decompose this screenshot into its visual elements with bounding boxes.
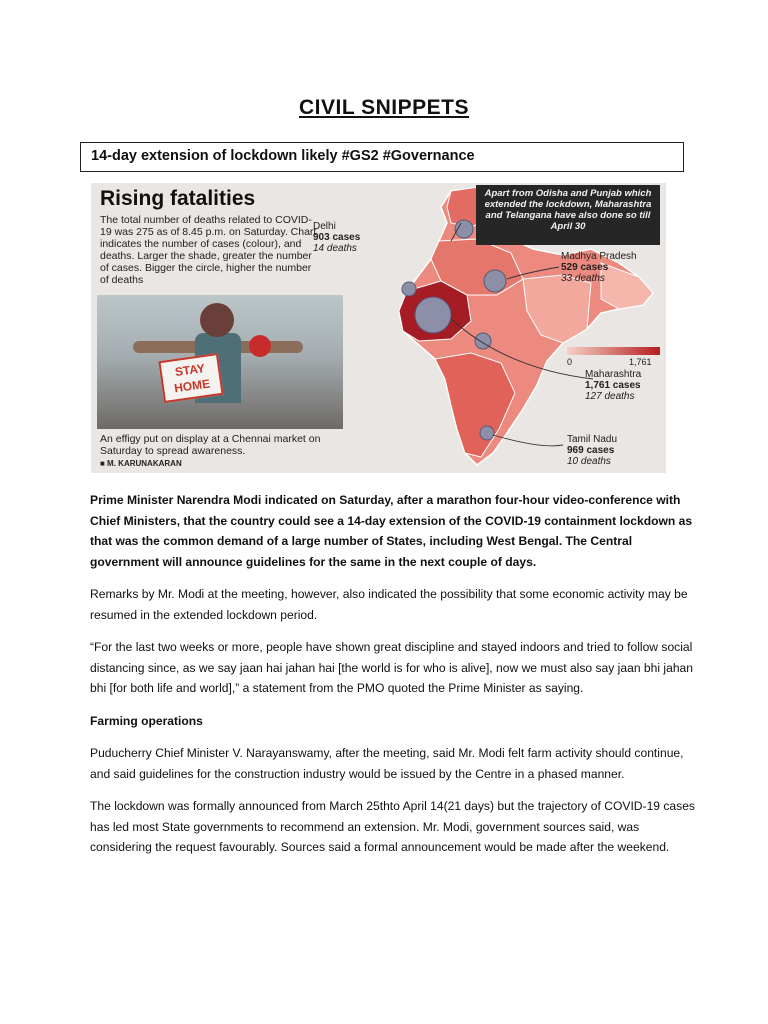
legend-max-label: 1,761 xyxy=(629,357,652,367)
stay-home-sign: STAY HOME xyxy=(158,353,223,403)
red-ball xyxy=(249,335,271,357)
subheading-farming: Farming operations xyxy=(90,713,203,728)
deaths-circle-maharashtra xyxy=(415,297,451,333)
effigy-virus-head xyxy=(200,303,234,337)
callout-box: Apart from Odisha and Punjab which extended the lockdown, Maharashtra and Telangana have also done so till April 30 xyxy=(476,185,660,245)
deaths-circle-gujarat xyxy=(402,282,416,296)
deaths-circle-mp xyxy=(484,270,506,292)
figure-description: The total number of deaths related to COVID-19 was 275 as of 8.45 p.m. on Saturday. Chart indicates the number of cases (colour), and deaths. Larger the shade, greater the number of cases. Bigger the circle, higher the number of deaths xyxy=(100,214,317,286)
figure-title: Rising fatalities xyxy=(100,187,256,210)
infographic-figure xyxy=(91,183,666,473)
photo-credit: ■ M. KARUNAKARAN xyxy=(100,459,182,468)
city-label-tamil-nadu: Tamil Nadu 969 cases 10 deaths xyxy=(567,434,618,467)
paragraph-5: The lockdown was formally announced from March 25thto April 14(21 days) but the trajectory of COVID-19 cases has led most State governments to recommend an extension. Mr. Modi, government sources said, was considering the request favourably. Sources said a formal announcement would be made after the weekend. xyxy=(90,799,695,854)
document-title: CIVIL SNIPPETS xyxy=(299,96,469,119)
legend-gradient xyxy=(567,347,660,355)
photo-caption-text: An effigy put on display at a Chennai market on Saturday to spread awareness. xyxy=(100,433,321,457)
article-heading: 14-day extension of lockdown likely #GS2 #Governance xyxy=(80,142,684,172)
legend-min-label: 0 xyxy=(567,357,573,367)
deaths-circle-tamilnadu xyxy=(480,426,494,440)
paragraph-3: “For the last two weeks or more, people have shown great discipline and stayed indoors and tried to follow social distancing since, as we say jaan hai jahan hai [the world is for who is alive], now we must also say jaan bhi jahan bhi [for both life and world],” a statement from the PMO quoted the Prime Minister as saying. xyxy=(90,640,693,695)
article-body xyxy=(90,490,700,870)
paragraph-4: Puducherry Chief Minister V. Narayanswamy, after the meeting, said Mr. Modi felt farm activity should continue, and said guidelines for the construction industry would be issued by the Centre in a phased manner. xyxy=(90,746,684,781)
region-south xyxy=(435,353,515,457)
paragraph-1: Prime Minister Narendra Modi indicated on Saturday, after a marathon four-hour video-conference with Chief Ministers, that the country could see a 14-day extension of the COVID-19 containment lockdown as that was the common demand of a large number of States, including West Bengal. The Central government will announce guidelines for the same in the next couple of days. xyxy=(90,493,693,569)
paragraph-2: Remarks by Mr. Modi at the meeting, however, also indicated the possibility that some economic activity may be resumed in the extended lockdown period. xyxy=(90,587,688,622)
city-label-maharashtra: Maharashtra 1,761 cases 127 deaths xyxy=(585,369,642,402)
city-label-madhya-pradesh: Madhya Pradesh 529 cases 33 deaths xyxy=(561,251,637,284)
city-label-delhi: Delhi 903 cases 14 deaths xyxy=(313,221,361,254)
